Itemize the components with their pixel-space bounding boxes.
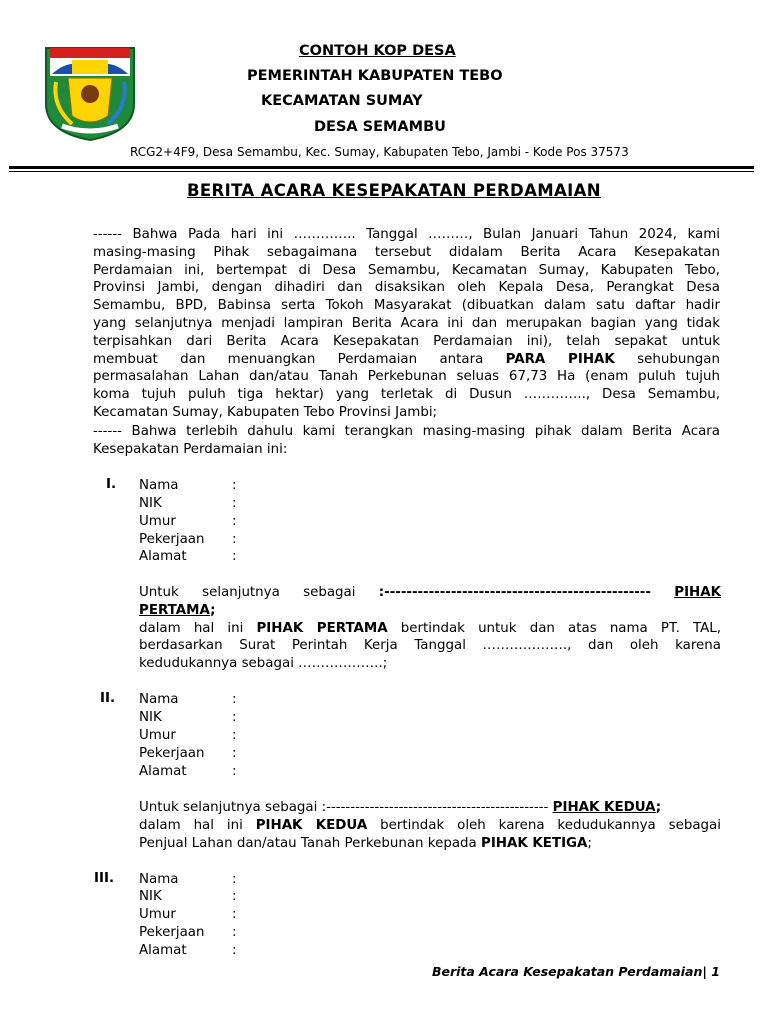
field-label-umur: Umur — [139, 907, 176, 922]
para-pihak-label: PARA PIHAK — [505, 351, 615, 367]
letterhead-district: KECAMATAN SUMAY — [261, 93, 423, 109]
field-colon: : — [232, 925, 237, 940]
field-label-nama: Nama — [139, 478, 179, 493]
statement-line — [139, 584, 721, 602]
role-label: PIHAK KETIGA — [481, 835, 588, 851]
statement-text: dalam hal ini — [139, 817, 243, 833]
statement-text: bertindak untuk dan atas nama PT. TAL, — [400, 620, 721, 636]
letterhead-village: DESA SEMAMBU — [314, 119, 446, 135]
statement-dashes: :------------------------------------------------ — [378, 585, 651, 600]
field-colon: : — [232, 692, 237, 707]
page-footer — [432, 964, 720, 979]
party-role-statement — [139, 584, 721, 673]
field-colon: : — [232, 710, 237, 725]
party-number: I. — [106, 477, 117, 492]
statement-line — [139, 602, 721, 620]
statement-line — [139, 799, 721, 817]
field-label-nik: NIK — [139, 496, 162, 511]
paragraph-line — [93, 351, 720, 369]
field-colon: : — [232, 496, 237, 511]
field-label-alamat: Alamat — [139, 764, 187, 779]
field-colon: : — [232, 532, 237, 547]
field-colon: : — [232, 907, 237, 922]
field-colon: : — [232, 478, 237, 493]
paragraph-line: koma tujuh puluh tiga hektar) yang terletak di Dusun ………….., Desa Semambu, — [93, 387, 720, 403]
paragraph-line: Semambu, BPD, Babinsa serta Tokoh Masyarakat (dibuatkan dalam satu daftar hadir — [93, 298, 720, 314]
paragraph-line: Provinsi Jambi, dengan dihadiri dan disaksikan oleh Kepala Desa, Perangkat Desa — [93, 280, 720, 296]
letterhead-government: PEMERINTAH KABUPATEN TEBO — [247, 68, 503, 84]
role-label: PERTAMA — [139, 602, 211, 618]
field-label-alamat: Alamat — [139, 943, 187, 958]
role-label: PIHAK — [674, 585, 721, 600]
statement-text: Untuk selanjutnya sebagai — [139, 585, 356, 600]
field-colon: : — [232, 764, 237, 779]
paragraph-line: terpisahkan dari Berita Acara Kesepakatan Perdamaian ini), telah sepakat untuk — [93, 333, 720, 349]
letterhead-divider-thin — [9, 171, 754, 172]
field-label-nik: NIK — [139, 710, 162, 725]
footer-title: Berita Acara Kesepakatan Perdamaian — [431, 964, 703, 979]
paragraph-line: ------ Bahwa terlebih dahulu kami terangkan masing-masing pihak dalam Berita Acara — [93, 424, 720, 439]
paragraph-text: membuat dan menuangkan Perdamaian antara — [93, 351, 484, 367]
page-number: | 1 — [702, 964, 720, 979]
statement-text: Penjual Lahan dan/atau Tanah Perkebunan kepada — [139, 835, 477, 851]
role-label: PIHAK PERTAMA — [256, 620, 388, 636]
field-label-umur: Umur — [139, 514, 176, 529]
statement-line — [139, 817, 721, 835]
party-number: II. — [100, 691, 116, 706]
statement-line: berdasarkan Surat Perintah Kerja Tanggal ………………., dan oleh karena — [139, 638, 721, 654]
paragraph-line: permasalahan Lahan dan/atau Tanah Perkebunan seluas 67,73 Ha (enam puluh tujuh — [93, 369, 720, 385]
paragraph-line: masing-masing Pihak sebagaimana tersebut didalam Berita Acara Kesepakatan — [93, 244, 720, 260]
paragraph-line: Perdamaian ini, bertempat di Desa Semambu, Kecamatan Sumay, Kabupaten Tebo, — [93, 262, 720, 278]
paragraph-text: sehubungan — [637, 351, 720, 367]
field-colon: : — [232, 728, 237, 743]
statement-line — [139, 835, 721, 853]
letterhead-divider — [9, 166, 754, 169]
statement-punct: ; — [210, 602, 216, 618]
parties-intro-paragraph — [93, 423, 720, 459]
field-label-pekerjaan: Pekerjaan — [139, 746, 205, 761]
field-label-umur: Umur — [139, 728, 176, 743]
field-label-nik: NIK — [139, 889, 162, 904]
party-number: III. — [94, 871, 115, 886]
party-role-statement — [139, 799, 721, 852]
field-label-nama: Nama — [139, 692, 179, 707]
paragraph-line: yang selanjutnya menjadi lampiran Berita Acara ini dan merupakan bagian yang tidak — [93, 315, 720, 331]
statement-line: kedudukannya sebagai ……………….; — [139, 656, 388, 672]
paragraph-line: Kesepakatan Perdamaian ini: — [93, 441, 288, 457]
statement-punct: ; — [587, 835, 592, 851]
role-label: PIHAK KEDUA — [552, 800, 656, 815]
field-label-pekerjaan: Pekerjaan — [139, 532, 205, 547]
regency-logo — [42, 44, 138, 142]
statement-text: Untuk selanjutnya sebagai :---------------------------------------------- — [139, 800, 549, 815]
field-label-alamat: Alamat — [139, 549, 187, 564]
field-colon: : — [232, 746, 237, 761]
field-colon: : — [232, 943, 237, 958]
statement-punct: ; — [655, 800, 662, 815]
statement-text: dalam hal ini — [139, 620, 244, 636]
field-colon: : — [232, 549, 237, 564]
statement-line — [139, 620, 721, 638]
document-title: BERITA ACARA KESEPAKATAN PERDAMAIAN — [187, 181, 601, 200]
role-label: PIHAK KEDUA — [255, 817, 368, 833]
field-label-pekerjaan: Pekerjaan — [139, 925, 205, 940]
opening-paragraph — [93, 226, 720, 422]
statement-text: bertindak oleh karena kedudukannya sebagai — [380, 817, 721, 833]
field-colon: : — [232, 872, 237, 887]
letterhead-title: CONTOH KOP DESA — [299, 43, 456, 59]
field-colon: : — [232, 514, 237, 529]
paragraph-line: ------ Bahwa Pada hari ini ………….. Tanggal ………, Bulan Januari Tahun 2024, kami — [93, 227, 720, 242]
field-colon: : — [232, 889, 237, 904]
letterhead-address: RCG2+4F9, Desa Semambu, Kec. Sumay, Kabupaten Tebo, Jambi - Kode Pos 37573 — [130, 145, 629, 159]
paragraph-line: Kecamatan Sumay, Kabupaten Tebo Provinsi Jambi; — [93, 404, 438, 420]
field-label-nama: Nama — [139, 872, 179, 887]
